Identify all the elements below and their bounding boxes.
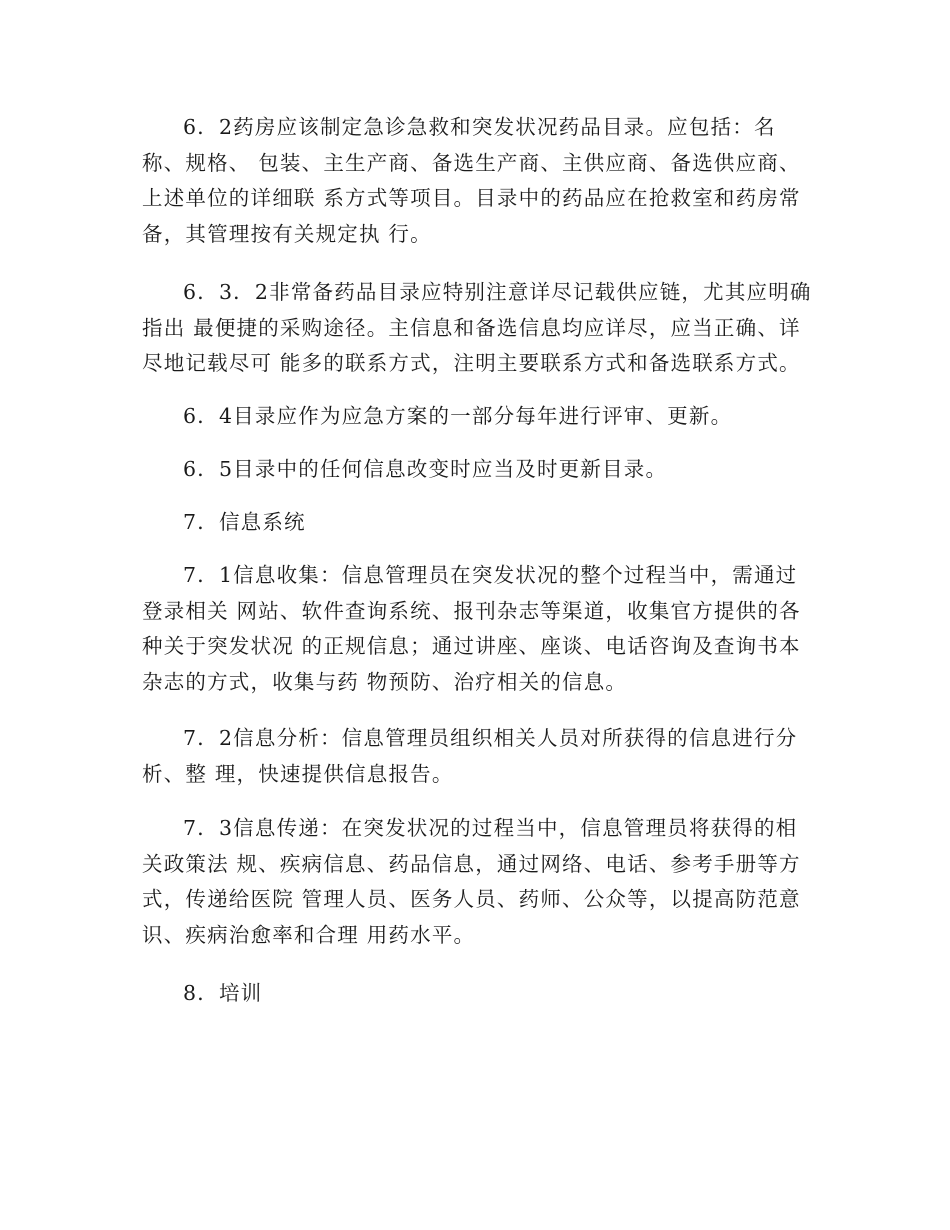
paragraph-line: 7．1信息收集：信息管理员在突发状况的整个过程当中，需通过 — [183, 563, 798, 587]
paragraph-7-1 — [142, 558, 822, 700]
paragraph-6-5 — [142, 452, 822, 488]
paragraph-line: 6．4目录应作为应急方案的一部分每年进行评审、更新。 — [183, 404, 733, 428]
paragraph-line: 7．2信息分析：信息管理员组织相关人员对所获得的信息进行分 — [183, 726, 798, 750]
paragraph-line: 6．2药房应该制定急诊急救和突发状况药品目录。应包括：名 — [183, 115, 776, 139]
paragraph-7-2 — [142, 721, 822, 792]
paragraph-line: 关政策法 规、疾病信息、药品信息，通过网络、电话、参考手册等方 — [142, 851, 801, 876]
paragraph-line: 式，传递给医院 管理人员、医务人员、药师、公众等，以提高防范意 — [142, 887, 801, 911]
paragraph-line: 指出 最便捷的采购途径。主信息和备选信息均应详尽，应当正确、详 — [142, 315, 801, 340]
paragraph-6-2 — [142, 110, 822, 252]
paragraph-line: 称、规格、 包装、主生产商、备选生产商、主供应商、备选供应商、 — [142, 150, 801, 175]
paragraph-line: 上述单位的详细联 系方式等项目。目录中的药品应在抢救室和药房常 — [142, 186, 801, 210]
paragraph-line: 识、疾病治愈率和合理 用药水平。 — [142, 922, 476, 947]
paragraph-line: 尽地记载尽可 能多的联系方式，注明主要联系方式和备选联系方式。 — [142, 351, 801, 375]
paragraph-line: 7．3信息传递：在突发状况的过程当中，信息管理员将获得的相 — [183, 816, 798, 840]
section-heading-8 — [142, 976, 822, 1012]
paragraph-6-4 — [142, 399, 822, 435]
paragraph-line: 登录相关 网站、软件查询系统、报刊杂志等渠道，收集官方提供的各 — [142, 598, 801, 623]
paragraph-line: 7．信息系统 — [183, 510, 306, 534]
paragraph-6-3-2 — [142, 275, 822, 382]
section-heading-7 — [142, 505, 822, 541]
paragraph-line: 6．3．2非常备药品目录应特别注意详尽记载供应链，尤其应明确 — [183, 280, 812, 304]
paragraph-7-3 — [142, 811, 822, 953]
paragraph-line: 备，其管理按有关规定执 行。 — [142, 221, 432, 246]
paragraph-line: 6．5目录中的任何信息改变时应当及时更新目录。 — [183, 457, 668, 481]
paragraph-line: 种关于突发状况 的正规信息；通过讲座、座谈、电话咨询及查询书本 — [142, 634, 801, 658]
paragraph-line: 杂志的方式，收集与药 物预防、治疗相关的信息。 — [142, 669, 628, 694]
paragraph-line: 8．培训 — [183, 981, 263, 1005]
paragraph-line: 析、整 理，快速提供信息报告。 — [142, 761, 454, 786]
